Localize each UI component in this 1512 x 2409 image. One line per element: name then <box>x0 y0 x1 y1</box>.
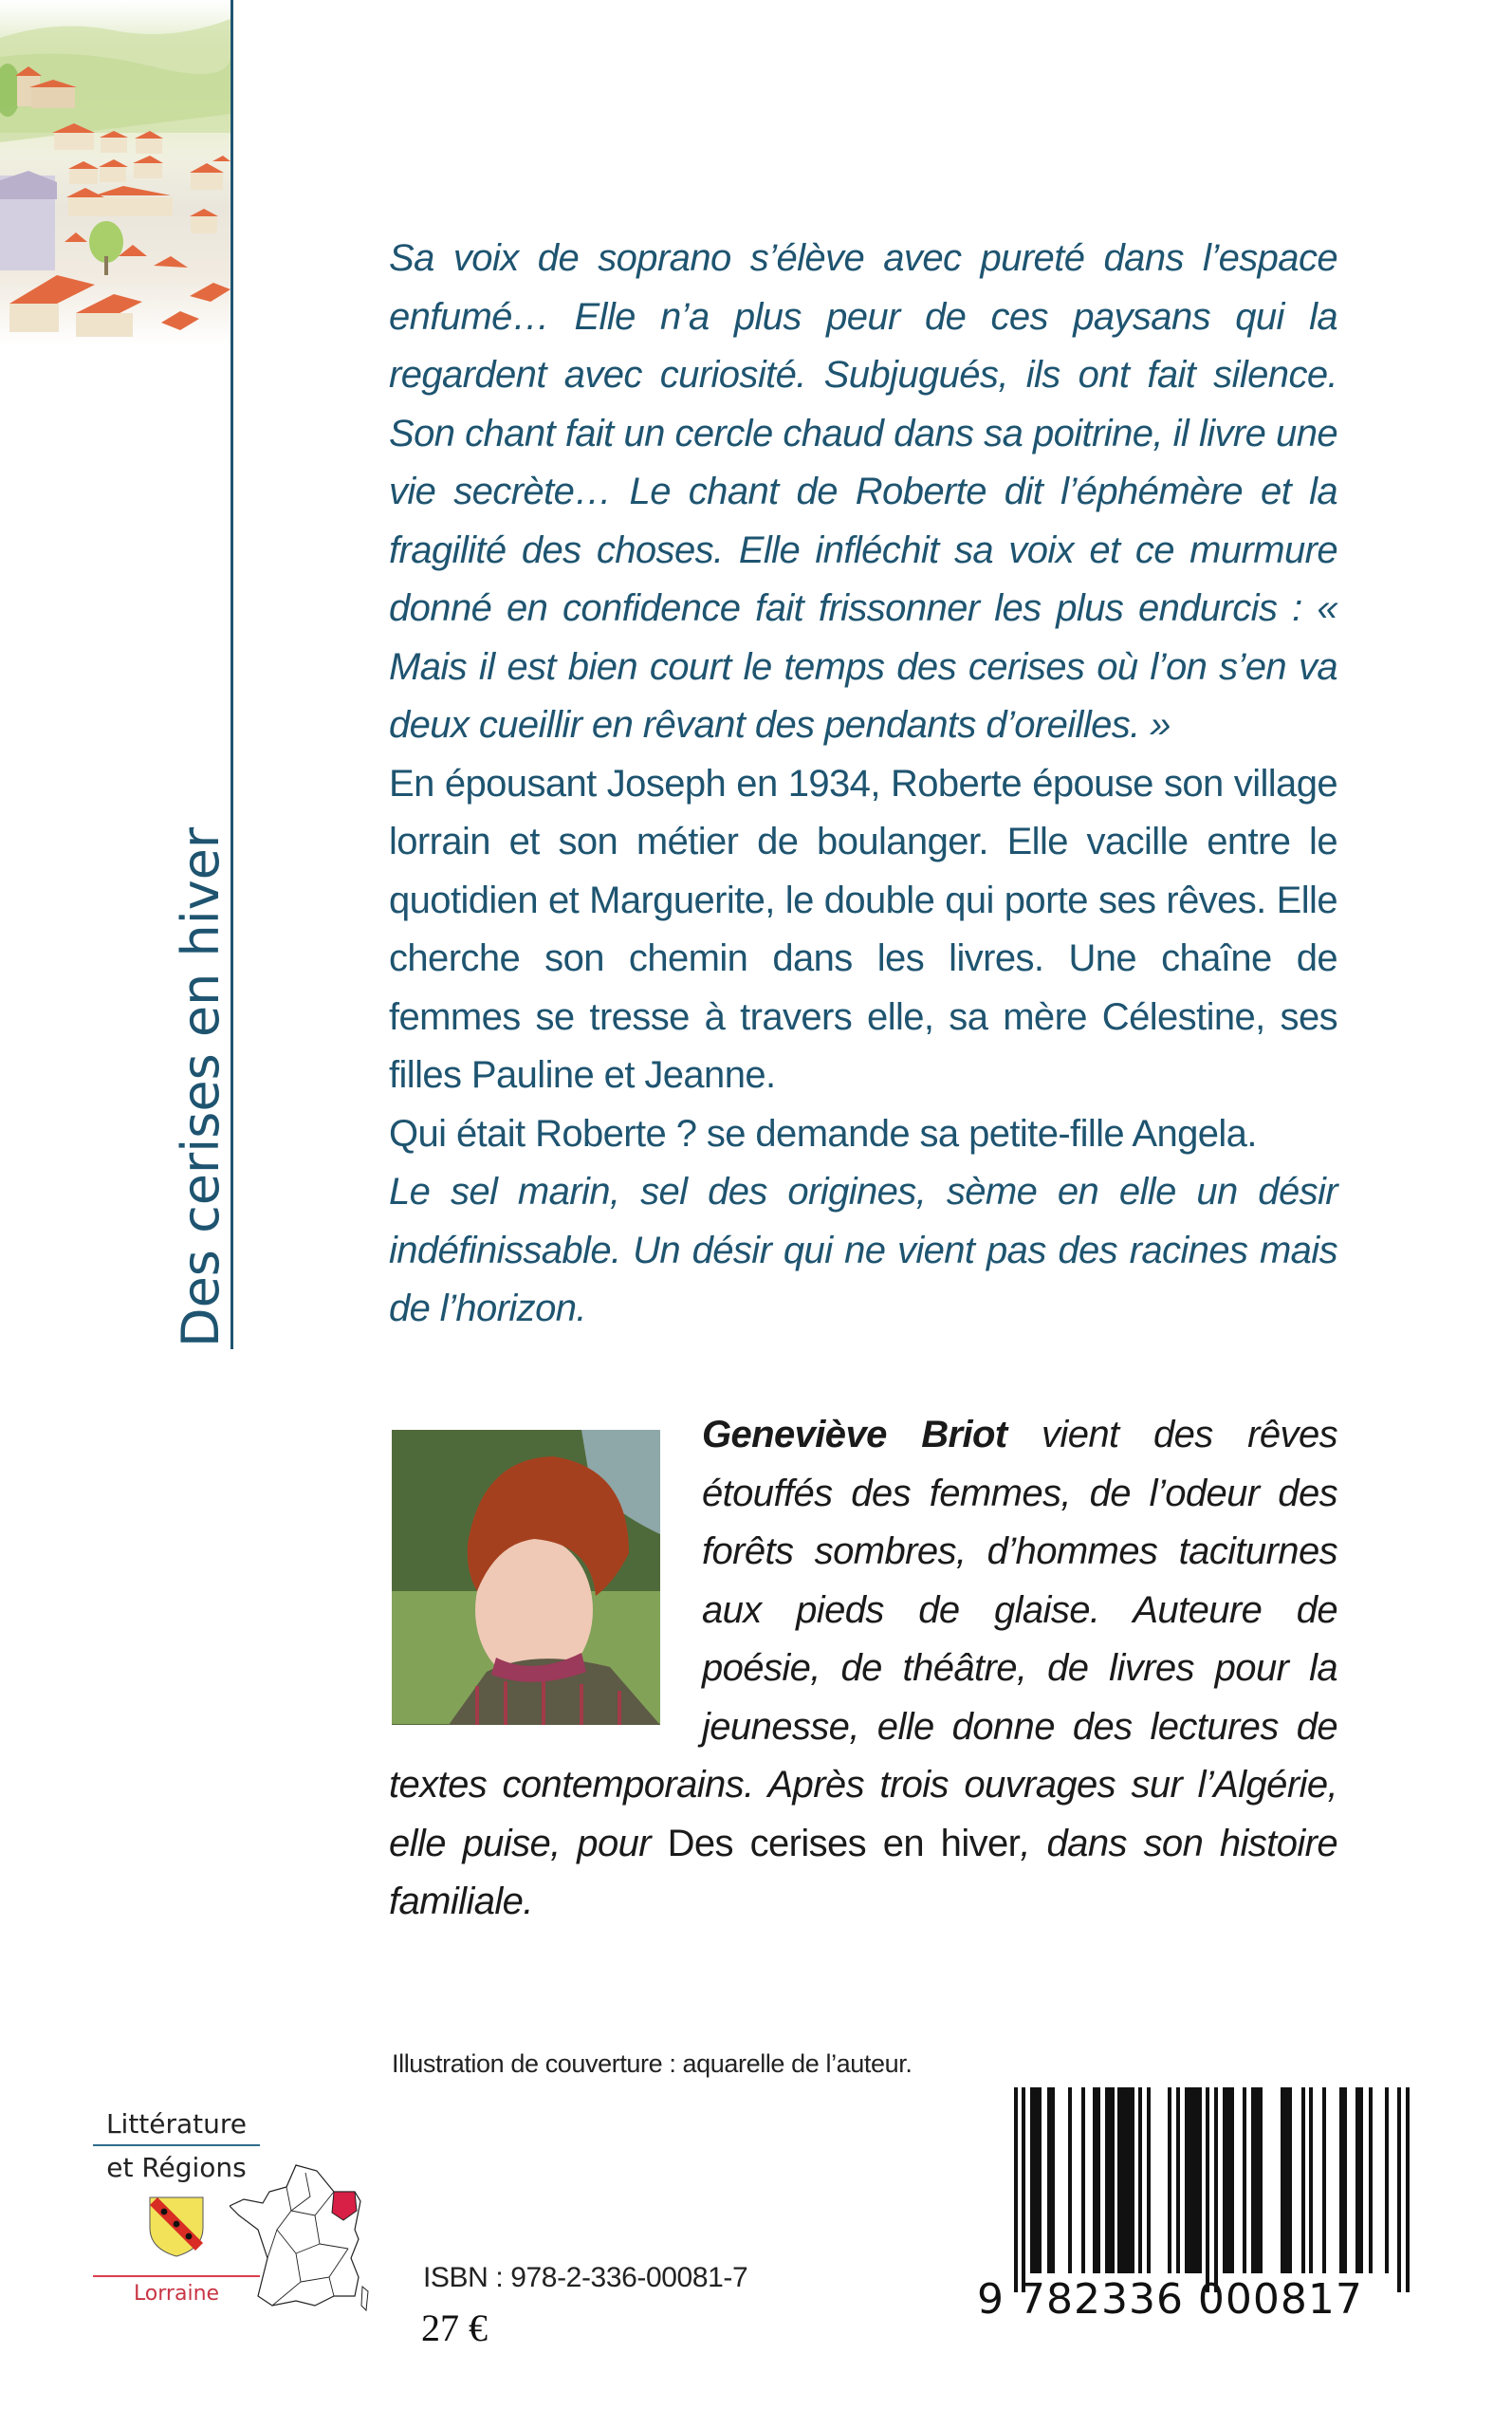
lorraine-coat-of-arms-icon <box>148 2196 205 2258</box>
isbn: ISBN : 978-2-336-00081-7 <box>423 2262 748 2293</box>
watercolor-village-image <box>0 0 230 346</box>
blurb-paragraph-3: Qui était Roberte ? se demande sa petite-fille Angela. <box>389 1112 1257 1155</box>
collection-region: Lorraine <box>133 2282 220 2306</box>
author-bio-part-1: vient des rêves étouffés des femmes, de l’odeur des forêts sombres, d’hommes taciturnes aux pieds de glaise. Auteure de poésie, de théâtre, de livres pour la jeunesse, elle donne des lectures de textes contemporains. Après trois ouvrages sur l’Algérie, elle puise, pour <box>389 1414 1337 1864</box>
spine-divider <box>230 0 233 1349</box>
blurb-paragraph-4: Le sel marin, sel des origines, sème en elle un désir indéfinissable. Un désir qui ne vient pas des racines mais de l’horizon. <box>389 1171 1337 1329</box>
price: 27 € <box>421 2307 488 2349</box>
blurb-excerpt: Sa voix de soprano s’élève avec pureté dans l’espace enfumé… Elle n’a plus peur de ces paysans qui la regardent avec curiosité. Subjugués, ils ont fait silence. Son chant fait un cercle chaud dans sa poitrine, il livre une vie secrète… Le chant de Roberte dit l’éphémère et la fragilité des choses. Elle infléchit sa voix et ce murmure donné en confidence fait frissonner les plus endurcis : <box>389 237 1337 629</box>
collection-line-1: Littérature <box>105 2108 248 2140</box>
collection-line-2: et Régions <box>106 2152 247 2183</box>
photo-float-spacer <box>389 1406 702 1740</box>
author-name: Geneviève Briot <box>702 1414 1007 1455</box>
barcode-digits: 9 782336 000817 <box>977 2275 1363 2324</box>
cover-illustration <box>0 0 230 346</box>
blurb-song-quote: « Mais il est bien court le temps des cerises où l’on s’en va deux cueillir en rêvant des pendants d’oreilles. » <box>389 587 1337 746</box>
author-bio-book-title: Des cerises en hiver <box>667 1822 1021 1864</box>
author-bio <box>389 1406 1337 1932</box>
blurb-paragraph-2: En épousant Joseph en 1934, Roberte épouse son village lorrain et son métier de boulanger. Elle vacille entre le quotidien et Marguerite, le double qui porte ses rêves. Elle cherche son chemin dans les livres. Une chaîne de femmes se tresse à travers elle, sa mère Célestine, ses filles Pauline et Jeanne. <box>389 762 1337 1096</box>
back-cover-blurb <box>389 230 1337 1339</box>
illustration-credit: Illustration de couverture : aquarelle de l’auteur. <box>392 2049 913 2078</box>
spine-title: Des cerises en hiver <box>171 826 230 1347</box>
blurb-paragraph-1 <box>389 230 1337 755</box>
collection-rule-blue <box>93 2144 260 2146</box>
author-bio-part-2: , dans son histoire familiale. <box>389 1822 1337 1922</box>
france-regions-map-icon <box>230 2163 372 2315</box>
